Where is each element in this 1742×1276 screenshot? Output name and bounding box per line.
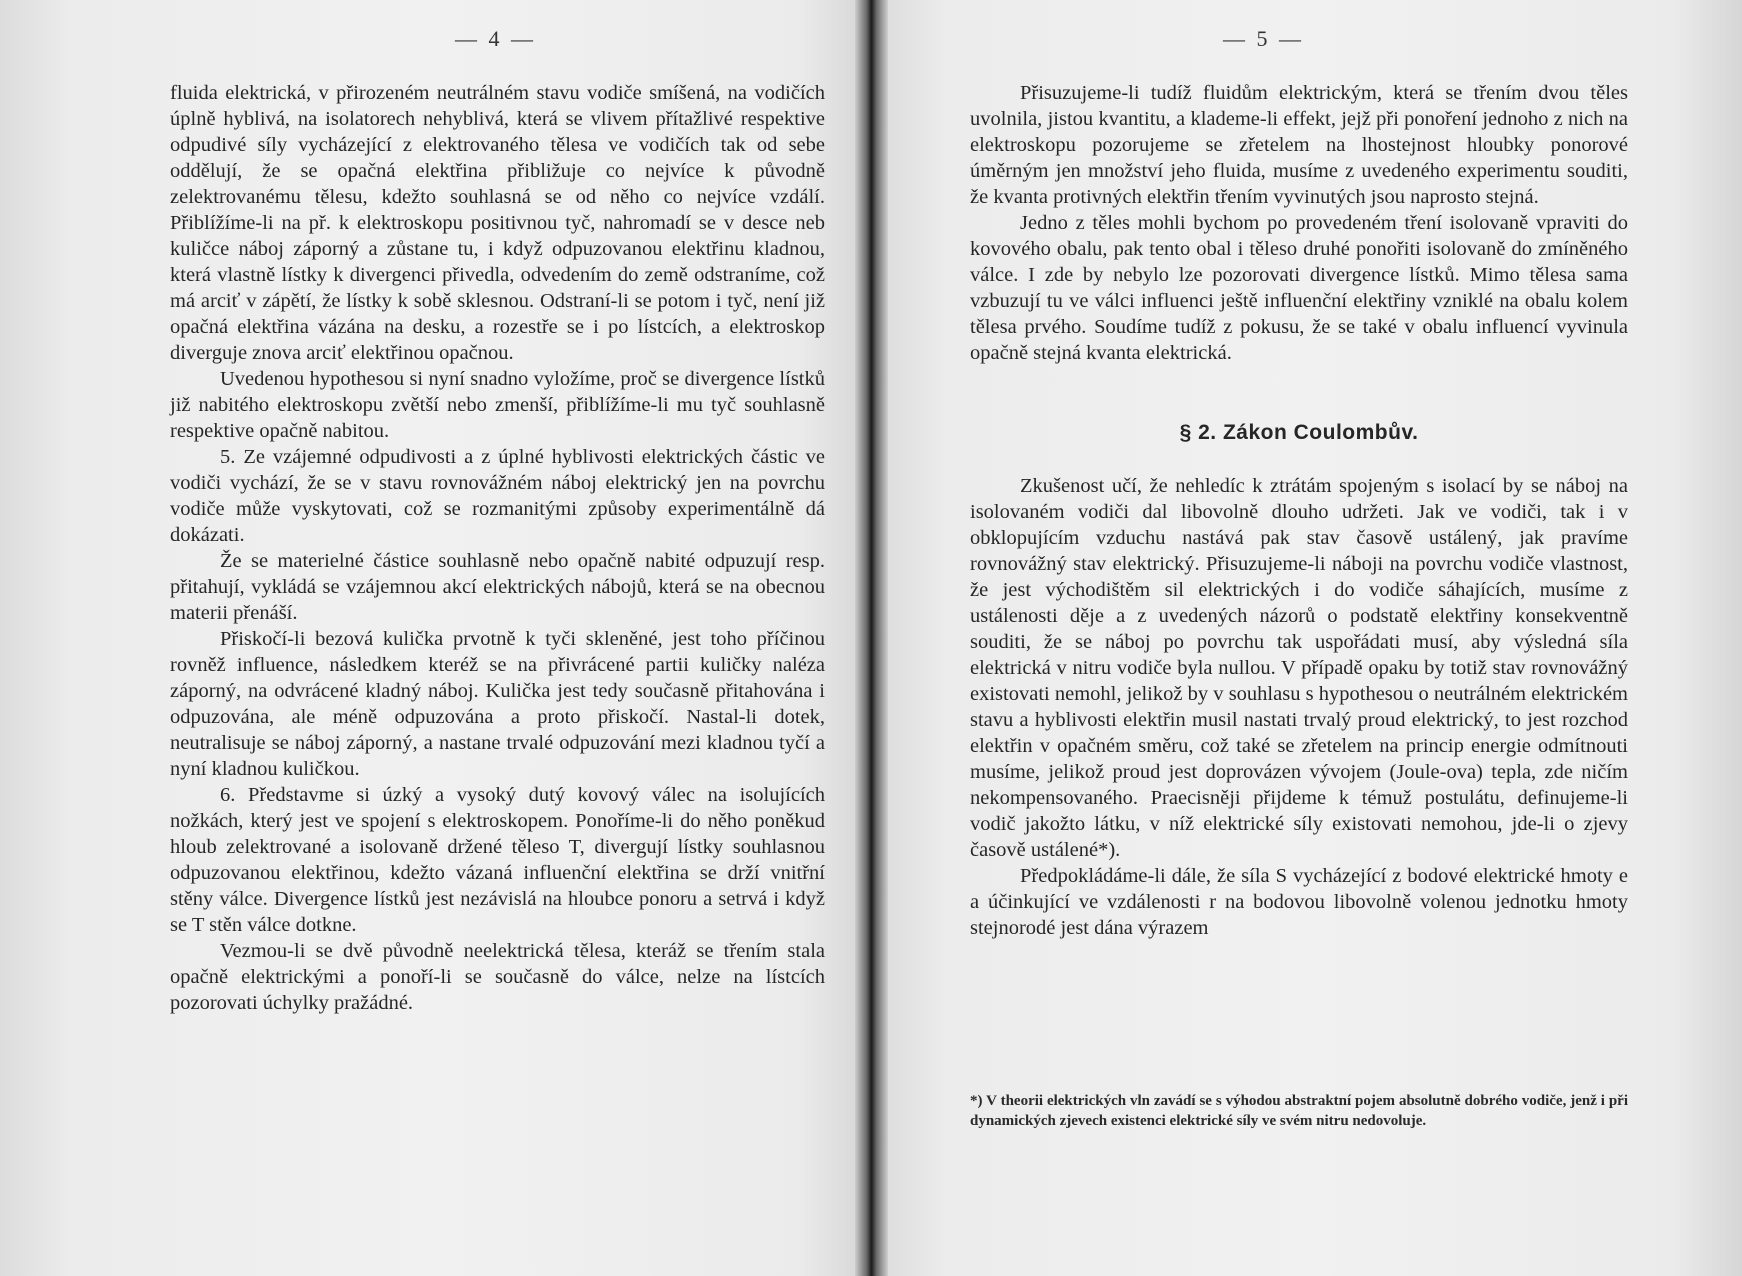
paragraph: fluida elektrická, v přirozeném neutrálném stavu vodiče smíšená, na vodičích úplně hyblivá, na isolatorech nehyblivá, která se vlivem přítažlivé respektive odpudivé síly vycházející z elektrovaného tělesa ve vodičích tak od sebe oddělují, že se opačná elektřina přibližuje co nejvíce k původně zelektrovanému tělesu, kdežto souhlasná se od něho co nejvíce vzdálí. Přiblížíme-li na př. k elektroskopu positivnou tyč, nahromadí se v desce neb kuličce náboj záporný a zůstane tu, i když odpuzovanou elektřinu kladnou, která vlastně lístky k divergenci přivedla, odvedením do země odstraníme, což má arciť v zápětí, že lístky k sobě sklesnou. Odstraní-li se potom i tyč, není již opačná elektřina vázána na desku, a rozestře se i po lístcích, a elektroskop diverguje znova arciť elektřinou opačnou. xyxy=(170,82,825,364)
paragraph: 5. Ze vzájemné odpudivosti a z úplné hyblivosti elektrických částic ve vodiči vychází, že se v stavu rovnovážném náboj elektrický jen na povrchu vodiče může vyskytovati, což se rozmanitými způsoby experimentálně dá dokázati. xyxy=(170,446,825,546)
footnote-text: *) V theorii elektrických vln zavádí se s výhodou abstraktní pojem absolutně dobrého vodiče, jenž i při dynamických zjevech existenci elektrické síly ve svém nitru nedovoluje. xyxy=(970,1093,1628,1129)
paragraph: 6. Představme si úzký a vysoký dutý kovový válec na isolujících nožkách, který jest ve spojení s elektroskopem. Ponoříme-li do něho poněkud hloub zelektrované a isolovaně držené těleso T, divergují lístky souhlasnou odpuzovanou elektřinou, kdežto vázaná influenční elektřina se drží vnitřní stěny válce. Divergence lístků jest nezávislá na hloubce ponoru a setrvá i když se T stěn válce dotkne. xyxy=(170,784,825,936)
page-number-right: — 5 — xyxy=(1223,26,1304,51)
paragraph: Zkušenost učí, že nehledíc k ztrátám spojeným s isolací by se náboj na isolovaném vodiči dal libovolně dlouho udržeti. Jak ve vodiči, tak i v obklopujícím vzduchu nastává pak stav časově ustálený, jak pravíme rovnovážný stav elektrický. Přisuzujeme-li náboji na povrchu vodiče vlastnost, že jest východištěm sil elektrických i do vodiče sáhajících, musíme z ustálenosti děje a z uvedených názorů o podstatě elektřiny konsekventně souditi, že se náboj po povrchu tak uspořádati musí, aby výsledná síla elektrická v nitru vodiče byla nullou. V případě opaku by totiž stav rovnovážný existovati nemohl, jelikož by v souhlasu s hypothesou o neutrálném elektrickém stavu a hyblivosti elektřin musil nastati trvalý proud elektrický, to jest rozchod elektřin v opačném směru, což také se zřetelem na princip energie odmítnouti musíme, jelikož proud jest doprovázen vývojem (Joule-ova) tepla, zde ničím nekompensovaného. Praecisněji přijdeme k témuž postulátu, definujeme-li vodič jakožto látku, v níž elektrické síly existovati nemohou, jde-li o zjevy časově ustálené*). xyxy=(970,475,1628,861)
left-page-text xyxy=(170,80,825,1016)
paragraph: Předpokládáme-li dále, že síla S vycházející z bodové elektrické hmoty e a účinkující ve vzdálenosti r na bodovou libovolně volenou jednotku hmoty stejnorodé jest dána výrazem xyxy=(970,865,1628,939)
paragraph: Přiskočí-li bezová kulička prvotně k tyči skleněné, jest toho příčinou rovněž influence, následkem kteréž se na přivrácené partii kuličky naléza záporný, na odvrácené kladný náboj. Kulička jest tedy současně přitahována i odpuzována, ale méně odpuzována a proto přiskočí. Nastal-li dotek, neutralisuje se náboj záporný, a nastane trvalé odpuzování mezi kladnou tyčí a nyní kladnou kuličkou. xyxy=(170,628,825,780)
paragraph: Vezmou-li se dvě původně neelektrická tělesa, kteráž se třením stala opačně elektrickými a ponoří-li se současně do válce, nelze na lístcích pozorovati úchylky pražádné. xyxy=(170,940,825,1014)
paragraph: Přisuzujeme-li tudíž fluidům elektrickým, která se třením dvou těles uvolnila, jistou kvantitu, a klademe-li effekt, jejž při ponoření jednoho z nich na elektroskopu pozorujeme se zřetelem na lhostejnost hloubky ponorové úměrným jen množství jeho fluida, musíme z uvedeného experimentu souditi, že kvanta protivných elektřin třením vyvinutých jsou naprosto stejná. xyxy=(970,82,1628,208)
left-page xyxy=(0,0,868,1276)
page-number-left: — 4 — xyxy=(455,26,536,51)
paragraph: Že se materielné částice souhlasně nebo opačně nabité odpuzují resp. přitahují, vykládá se vzájemnou akcí elektrických nábojů, která se na obecnou materii přenáší. xyxy=(170,550,825,624)
book-gutter xyxy=(855,0,888,1276)
right-page-text xyxy=(970,80,1628,941)
paragraph: Jedno z těles mohli bychom po provedeném tření isolovaně vpraviti do kovového obalu, pak tento obal i těleso druhé ponořiti isolovaně do zmíněného válce. I zde by nebylo lze pozorovati divergence lístků. Mimo tělesa sama vzbuzují tu ve válci influenci ještě influenční elektřiny vzniklé na obalu kolem tělesa prvého. Soudíme tudíž z pokusu, že se také v obalu influencí vyvinula opačně stejná kvanta elektrická. xyxy=(970,212,1628,364)
footnote xyxy=(970,1091,1628,1131)
paragraph: Uvedenou hypothesou si nyní snadno vyložíme, proč se divergence lístků již nabitého elektroskopu zvětší nebo zmenší, přiblížíme-li mu tyč souhlasně respektive opačně nabitou. xyxy=(170,368,825,442)
section-heading: § 2. Zákon Coulombův. xyxy=(1179,421,1419,444)
right-page xyxy=(878,0,1742,1276)
